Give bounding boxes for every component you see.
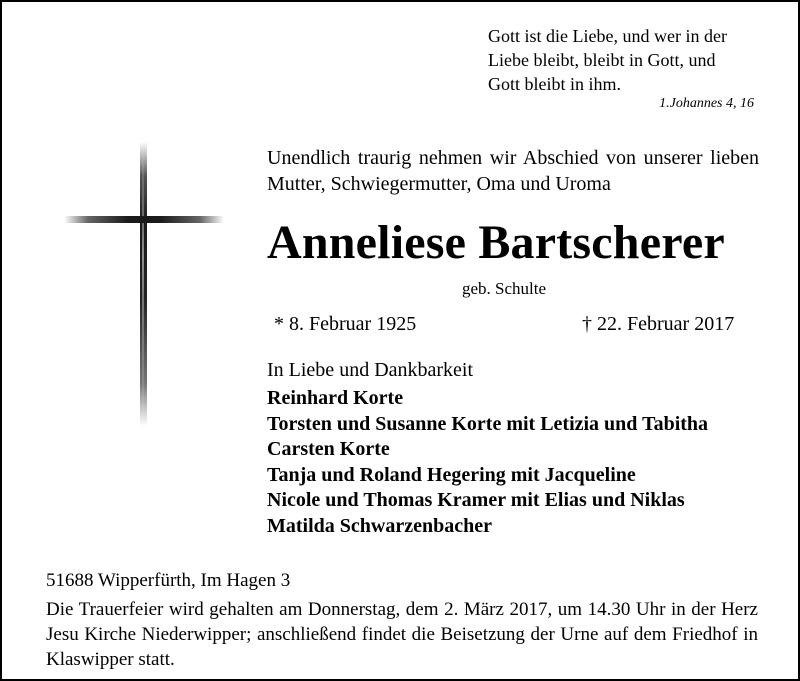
- birth-date: * 8. Februar 1925: [274, 313, 417, 335]
- verse-reference: 1.Johannes 4, 16: [659, 96, 754, 111]
- bible-verse: [488, 24, 768, 96]
- mourner-item: Nicole und Thomas Kramer mit Elias und Niklas: [267, 489, 685, 511]
- mourner-item: Matilda Schwarzenbacher: [267, 514, 492, 537]
- verse-line: Gott bleibt in ihm.: [488, 74, 621, 94]
- verse-line: Gott ist die Liebe, und wer in der: [488, 26, 727, 46]
- intro-text: Unendlich traurig nehmen wir Abschied von unserer lieben Mutter, Schwiegermutter, Oma und Uroma: [267, 147, 759, 195]
- cross-horizontal-beam: [64, 216, 224, 223]
- mourner-item: Torsten und Susanne Korte mit Letizia und Tabitha: [267, 412, 709, 435]
- mourner-item: Tanja und Roland Hegering mit Jacqueline: [267, 463, 636, 486]
- death-date: † 22. Februar 2017: [582, 313, 735, 335]
- family-address: 51688 Wipperfürth, Im Hagen 3: [46, 570, 291, 591]
- mourner-item: Reinhard Korte: [267, 387, 404, 409]
- cross-vertical-beam: [140, 142, 147, 426]
- maiden-name: geb. Schulte: [462, 279, 547, 298]
- funeral-notice: Die Trauerfeier wird gehalten am Donnerstag, dem 2. März 2017, um 14.30 Uhr in der Herz Jesu Kirche Niederwipper; anschließend findet die Beisetzung der Urne auf dem Friedhof in Klaswipper statt.: [46, 599, 758, 670]
- mourners-list: [267, 386, 708, 539]
- verse-line: Liebe bleibt, bleibt in Gott, und: [488, 50, 716, 70]
- deceased-name: Anneliese Bartscherer: [267, 216, 725, 269]
- mourner-item: Carsten Korte: [267, 438, 390, 460]
- gratitude-line: In Liebe und Dankbarkeit: [267, 359, 474, 381]
